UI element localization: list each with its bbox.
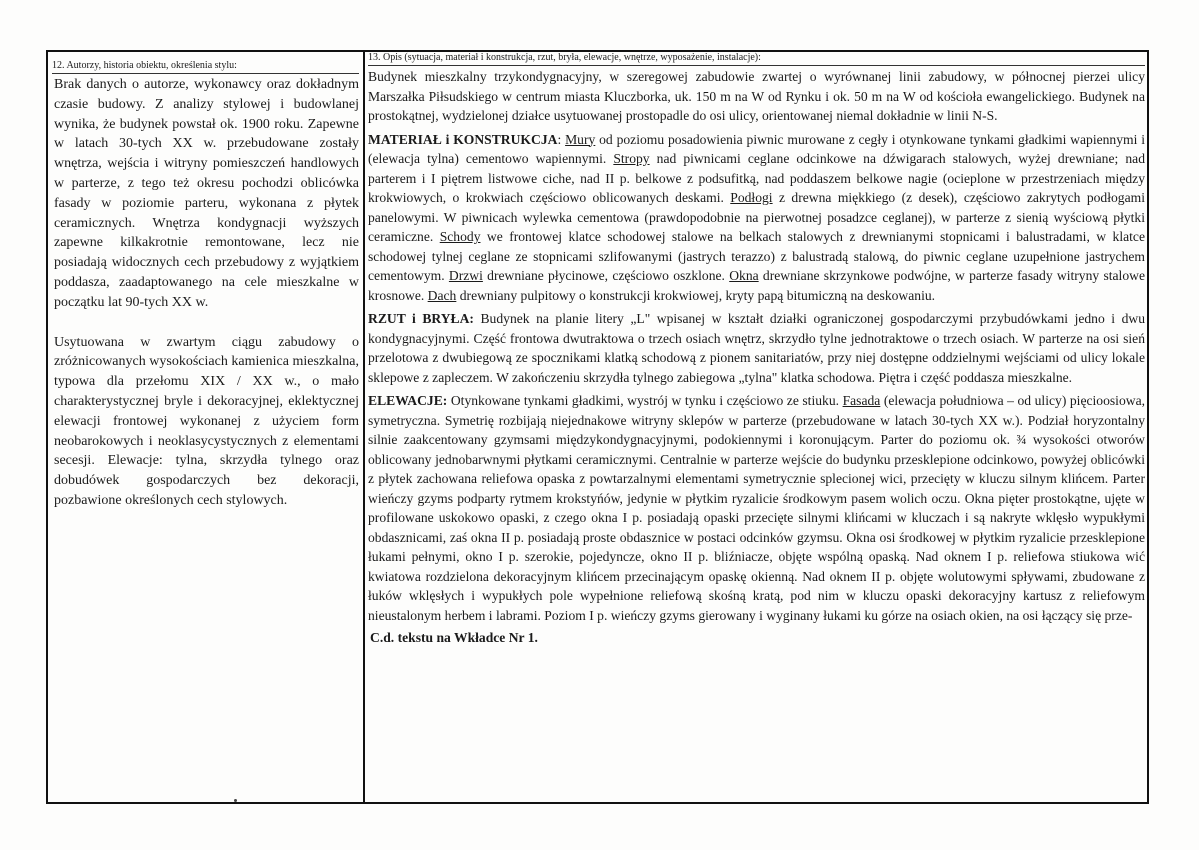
windows-term: Okna (729, 268, 759, 283)
material-paragraph (368, 130, 1145, 306)
elevations-paragraph (368, 391, 1145, 625)
field-13-description (368, 52, 1145, 647)
speck-mark (234, 799, 237, 802)
style-paragraph: Usytuowana w zwartym ciągu zabudowy o zróżnicowanych wysokościach kamienica mieszkalna, typowa dla przełomu XIX / XX w., o mało charakterystycznej bryle i dekoracyjnej, eklektycznej elewacji frontowej wykonanej z użyciem form neobarokowych i neoklasycystycznych z elementami secesji. Elewacje: tylna, skrzydła tylnego oraz dobudówek gospodarczych bez dekoracji, pozbawione określonych cech stylowych. (54, 334, 359, 508)
history-paragraph: Brak danych o autorze, wykonawcy oraz dokładnym czasie budowy. Z analizy stylowej i budowlanej wynika, że budynek powstał ok. 1900 roku. Zapewne w latach 30-tych XX w. przebudowane zostały wnętrza, wejścia i witryny pomieszczeń handlowych w parterze, z tego też okresu pochodzi oblicówka fasady w poziomie parteru, wykonana z płytek ceramicznych. Wnętrza kondygnacji wyższych zapewne kilkakrotnie remontowane, lecz nie posiadają widocznych cech przebudowy z wyjątkiem poddasza, zaadaptowanego na cele mieszkalne w początku lat 90-tych XX w. (54, 77, 359, 310)
stairs-term: Schody (439, 229, 481, 244)
elevations-heading: ELEWACJE: (368, 393, 448, 408)
column-divider (363, 52, 365, 802)
material-text-7: drewniany pulpitowy o konstrukcji krokwiowej, kryty papą bitumiczną na deskowaniu. (456, 287, 936, 303)
material-text-0: : (557, 131, 566, 147)
ceilings-term: Stropy (613, 151, 650, 166)
doors-term: Drzwi (448, 268, 483, 283)
form-table (46, 50, 1149, 804)
intro-paragraph: Budynek mieszkalny trzykondygnacyjny, w szeregowej zabudowie zwartej o wyrównanej linii zabudowy, w północnej pierzei ulicy Marszałka Piłsudskiego w centrum miasta Kluczborka, uk. 150 m na W od Rynku i ok. 50 m na W od kościoła ewangelickiego. Budynek na prostokątnej, wydzielonej działce usytuowanej prostopadle do osi ulicy, orientowanej niemal dokładnie w linii N-S. (368, 69, 1145, 123)
continuation-note: C.d. tekstu na Wkładce Nr 1. (370, 630, 538, 645)
roof-term: Dach (427, 287, 457, 303)
elevations-text-1: (elewacja południowa – od ulicy) pięcioosiowa, symetryczna. Symetrię rozbijają niejednakowe witryny sklepów w parterze (przebudowane w latach 30-tych XX w.). Podział horyzontalny silnie zaakcentowany gzymsami międzykondygnacyjnymi, podokiennymi i koronującym. Parter do poziomu ok. ¾ wysokości otworów oblicowany jednobarwnymi płytkami ceramicznymi. Centralnie w parterze wejście do budynku przesklepione odcinkowo, powyżej oblicówki z płytek zachowana reliefowa opaska z powtarzalnymi elementami symetrycznie splecionej wici, przecięty w kluczu silnym klińcem. Parter wieńczy gzyms podparty rytmem krokstyńów, jedynie w płytkim ryzalicie środkowym pasem wolich oczu. Okna pięter prostokątne, ujęte w profilowane uskokowo opaski, z czego okna I p. posiadają opaski przecięte silnymi klińcami w kluczach i są nakryte wklęsło wypukłymi obdasznicami, zaś okna II p. posiadają proste obdasznice w postaci odcinków gzymsu. Okna osi środkowej w płytkim ryzalicie przesklepione łukami pełnymi, okno I p. szerokie, pojedyncze, okno II p. bliźniacze, objęte wspólną opaską. Nad oknem I p. reliefowa stiukowa wić kwiatowa rozdzielona dekoracyjnym klińcem przecinającym opaskę okienną. Nad oknem II p. objęte wolutowymi spływami, zbudowane z łuków wklęsłych i wypukłych pole wypełnione reliefową skośną kratą, pod nim w kluczu opaski dekoracyjny kartusz z reliefowym nieustalonym herbem i labrami. Poziom I p. wieńczy gzyms gierowany i wyginany łukami ku górze na osiach okien, na osi łączący się prze- (368, 393, 1145, 623)
material-text-3: z drewna miękkiego (z desek), częściowo zakrytych podłogami panelowymi. W piwnicach wylewka cementowa (prawdopodobnie na pierwotnej posadzce ceglanej), w parterze z sienią wyściową płytki ceramiczne. (368, 190, 1145, 244)
material-text-4: we frontowej klatce schodowej stalowe na belkach stalowych z drewnianymi stopnicami i balustradami, w klatce schodowej tylnej ceglane ze stopnicami szlifowanymi (jastrych terazzo) z balustradą stalową, do piwnic ceglane uzupełnione jastrychem cementowym. (368, 229, 1145, 283)
field-12-label: 12. Autorzy, historia obiektu, określenia stylu: (52, 60, 237, 71)
plan-massing-text: Budynek na planie litery „L" wpisanej w kształt działki ograniczonej gospodarczymi przybudówkami jedno i dwu kondygnacyjnymi. Część frontowa dwutraktowa o trzech osiach wnętrz, skrzydło tylne jednotraktowe o trzech osiach. W parterze na osi sień przelotowa z dwubiegową ze spocznikami klatką schodową z pionem sanitariatów, przy niej dostępne oddzielnymi wejściami od ulicy lokale sklepowe z zapleczem. W zakończeniu skrzydła tylnego zabiegowa „tylna" klatka schodowa. Piętra i część poddasza mieszkalne. (368, 311, 1145, 385)
field-12-authors-history (52, 52, 359, 511)
material-text-2: nad piwnicami ceglane odcinkowe na dźwigarach stalowych, wyżej drewniane; nad parterem i I piętrem listwowe ciche, nad II p. belkowe z podsufitką, nad poddaszem belkowe nagie (ocieplone w przestrzeniach między krokwiowych, o krokwiach częściowo oblicowanych deskami. (368, 151, 1145, 205)
floors-term: Podłogi (730, 190, 773, 205)
material-text-6: drewniane skrzynkowe podwójne, w parterze fasady witryny stalowe krosnowe. (368, 268, 1145, 303)
plan-massing-paragraph (368, 309, 1145, 387)
field-12-label-rule (52, 73, 359, 74)
field-13-label: 13. Opis (sytuacja, materiał i konstrukcja, rzut, bryła, elewacje, wnętrze, wyposażenie, instalacje): (368, 52, 761, 63)
walls-term: Mury (565, 131, 596, 147)
facade-term: Fasada (842, 393, 881, 408)
material-text-1: od poziomu posadowienia piwnic murowane z cegły i otynkowane tynkami gładkimi wapiennymi i (elewacja tylna) cementowo wapiennymi. (368, 131, 1145, 166)
elevations-text-0: Otynkowane tynkami gładkimi, wystrój w tynku i częściowo ze stiuku. (447, 393, 843, 408)
material-text-5: drewniane płycinowe, częściowo oszklone. (482, 268, 730, 283)
material-heading: MATERIAŁ i KONSTRUKCJA (368, 131, 558, 147)
field-13-label-rule (368, 65, 1145, 66)
plan-massing-heading: RZUT i BRYŁA: (368, 311, 474, 326)
